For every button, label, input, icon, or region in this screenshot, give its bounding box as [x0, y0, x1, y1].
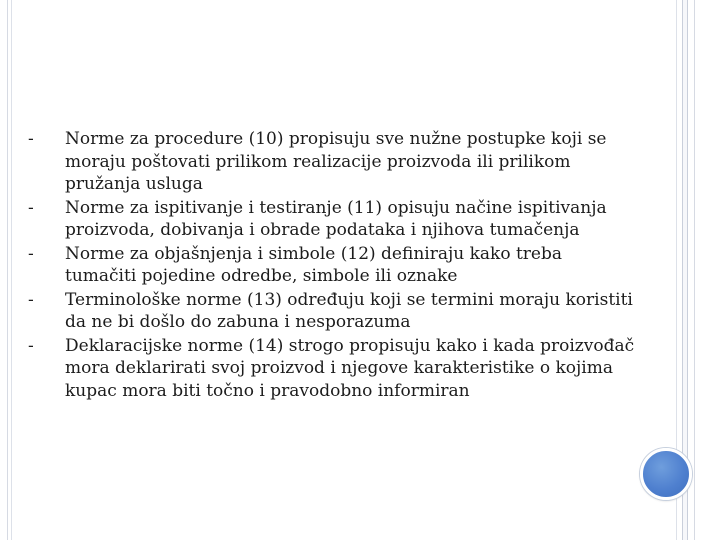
list-item-testing-norms	[28, 197, 638, 242]
list-item-text: Norme za ispitivanje i testiranje (11) opisuju načine ispitivanja proizvoda, dobivanja i obrade podataka i njihova tumačenja	[65, 197, 607, 240]
dash-bullet: -	[28, 197, 34, 218]
list-item-text: Terminološke norme (13) određuju koji se termini moraju koristiti da ne bi došlo do zabuna i nesporazuma	[65, 289, 633, 332]
list-item-terminology-norms	[28, 289, 638, 334]
bullet-list	[28, 128, 638, 402]
dash-bullet: -	[28, 289, 34, 310]
list-item-text: Norme za objašnjenja i simbole (12) definiraju kako treba tumačiti pojedine odredbe, simbole ili oznake	[65, 243, 563, 286]
dash-bullet: -	[28, 335, 34, 356]
list-item-text: Norme za procedure (10) propisuju sve nužne postupke koji se moraju poštovati prilikom realizacije proizvoda ili prilikom pružanja usluga	[65, 129, 607, 194]
dash-bullet: -	[28, 129, 34, 149]
list-item-declaration-norms	[28, 335, 638, 403]
bullet-list-container	[28, 128, 638, 403]
decorative-blue-circle	[640, 448, 692, 500]
list-item-text: Deklaracijske norme (14) strogo propisuju kako i kada proizvođač mora deklarirati svoj proizvod i njegove karakteristike o kojima kupac mora biti točno i pravodobno informiran	[65, 335, 635, 401]
list-item-symbol-norms	[28, 243, 638, 288]
list-item-procedure-norms	[28, 128, 638, 196]
dash-bullet: -	[28, 243, 34, 264]
